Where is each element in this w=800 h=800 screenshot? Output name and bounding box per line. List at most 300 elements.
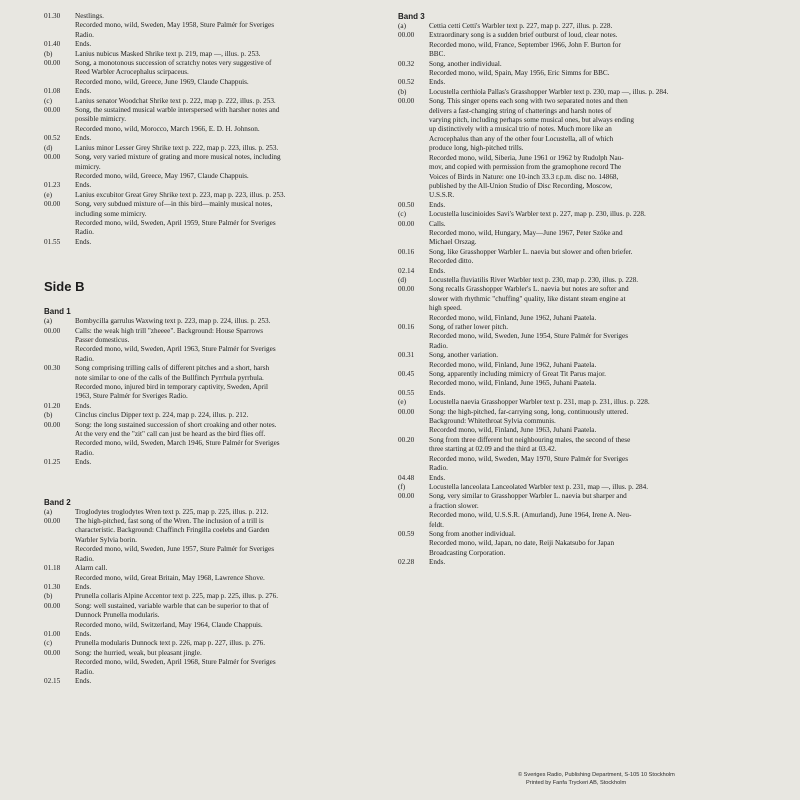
track-text: Song, very varied mixture of grating and more musical notes, including: [75, 153, 281, 162]
track-text: mimicry.: [75, 162, 101, 171]
side-a-continuation: [44, 12, 400, 247]
track-text: Lanius nubicus Masked Shrike text p. 219, map —, illus. p. 253.: [75, 49, 261, 58]
track-line: [398, 398, 764, 407]
track-text: slower with rhythmic "chuffing" quality, like distant steam engine at: [429, 294, 626, 303]
track-text: Ends.: [75, 676, 92, 685]
track-line: [44, 677, 400, 686]
track-line: [398, 492, 764, 501]
track-text: BBC.: [429, 50, 446, 59]
track-line: [398, 558, 764, 567]
track-text: Prunella modularis Dunnock text p. 226, map p. 227, illus. p. 276.: [75, 639, 266, 648]
track-line: [398, 361, 764, 370]
track-line: [44, 181, 400, 190]
track-line: [44, 31, 400, 40]
track-line: [44, 191, 400, 200]
track-line: [398, 41, 764, 50]
timestamp-label: (b): [44, 49, 53, 58]
timestamp-label: [398, 107, 429, 116]
timestamp-label: [44, 383, 75, 392]
track-text: Bombycilla garrulus Waxwing text p. 223, map p. 224, illus. p. 253.: [75, 317, 271, 326]
timestamp-label: (b): [44, 592, 53, 601]
timestamp-label: [44, 545, 75, 554]
track-line: [44, 336, 400, 345]
track-text: characteristic. Background: Chaffinch Fringilla coelebs and Garden: [75, 526, 270, 535]
track-line: [44, 639, 400, 648]
track-text: Recorded mono, wild, Sweden, March 1946, Sture Palmér for Sveriges: [75, 439, 280, 448]
track-text: Locustella naevia Grasshopper Warbler text p. 231, map p. 231, illus. p. 228.: [429, 398, 650, 407]
timestamp-label: 00.16: [398, 323, 415, 331]
timestamp-label: [398, 173, 429, 182]
track-line: [398, 539, 764, 548]
timestamp-label: 00.00: [398, 31, 415, 40]
timestamp-label: [398, 445, 429, 454]
track-text: Recorded mono, wild, Great Britain, May 1968, Lawrence Shove.: [75, 573, 265, 582]
track-text: Radio.: [429, 341, 448, 350]
track-line: [398, 332, 764, 341]
timestamp-label: [398, 182, 429, 191]
timestamp-label: [398, 304, 429, 313]
timestamp-label: [398, 361, 429, 370]
timestamp-label: 01.23: [44, 181, 61, 190]
timestamp-label: [398, 342, 429, 351]
track-text: Dunnock Prunella modularis.: [75, 611, 160, 620]
side-b-heading: Side B: [44, 279, 85, 295]
timestamp-label: 00.00: [44, 106, 61, 115]
timestamp-label: [44, 536, 75, 545]
track-text: Recorded mono, wild, Spain, May 1956, Eric Simms for BBC.: [429, 69, 610, 78]
track-text: Song recalls Grasshopper Warbler's L. naevia but notes are softer and: [429, 285, 629, 294]
timestamp-label: [44, 355, 75, 364]
timestamp-label: [398, 295, 429, 304]
track-text: three starting at 02.09 and the third at 03.42.: [429, 445, 557, 454]
timestamp-label: [44, 526, 75, 535]
timestamp-label: 02.14: [398, 266, 415, 275]
track-line: [44, 536, 400, 545]
track-text: Cinclus cinclus Dipper text p. 224, map p. 224, illus. p. 212.: [75, 411, 249, 420]
track-text: possible mimicry.: [75, 115, 127, 124]
track-line: [398, 107, 764, 116]
timestamp-label: [44, 345, 75, 354]
track-text: Song, apparently including mimicry of Great Tit Parus major.: [429, 370, 606, 379]
track-text: Radio.: [75, 554, 94, 563]
track-text: Song. This singer opens each song with two separated notes and then: [429, 97, 628, 106]
track-text: Ends.: [429, 78, 446, 87]
track-line: [398, 285, 764, 294]
track-text: Recorded mono, wild, France, September 1966, John F. Burton for: [429, 40, 621, 49]
timestamp-label: (d): [398, 275, 407, 284]
track-line: [398, 276, 764, 285]
track-line: [44, 200, 400, 209]
track-text: Ends.: [75, 582, 92, 591]
track-text: Song, the sustained musical warble interspersed with harsher notes and: [75, 106, 280, 115]
timestamp-label: (a): [44, 507, 52, 516]
timestamp-label: [44, 430, 75, 439]
band-3-heading: Band 3: [398, 12, 425, 21]
track-text: Radio.: [75, 354, 94, 363]
track-text: feldt.: [429, 520, 444, 529]
timestamp-label: 02.28: [398, 558, 415, 567]
track-line: [44, 134, 400, 143]
track-line: [44, 153, 400, 162]
timestamp-label: 00.16: [398, 247, 415, 256]
timestamp-label: 01.08: [44, 87, 61, 96]
track-text: Locustella certhiola Pallas's Grasshopper Warbler text p. 230, map —, illus. p. 284.: [429, 87, 669, 96]
track-line: [44, 392, 400, 401]
track-text: 1963, Sture Palmér for Sveriges Radio.: [75, 392, 188, 401]
timestamp-label: [44, 125, 75, 134]
track-text: Alarm call.: [75, 564, 108, 573]
timestamp-label: 00.52: [398, 78, 415, 87]
track-line: [398, 97, 764, 106]
timestamp-label: [44, 621, 75, 630]
timestamp-label: (a): [398, 22, 406, 30]
track-line: [44, 374, 400, 383]
timestamp-label: (b): [44, 411, 53, 420]
track-text: Ends.: [75, 181, 92, 190]
track-line: [44, 649, 400, 658]
timestamp-label: (e): [398, 398, 406, 407]
track-line: [398, 60, 764, 69]
track-text: Song from three different but neighbouring males, the second of these: [429, 435, 631, 444]
track-text: Recorded mono, wild, Morocco, March 1966, E. D. H. Johnson.: [75, 124, 260, 133]
timestamp-label: 00.00: [44, 648, 61, 657]
track-line: [44, 658, 400, 667]
track-text: Lanius excubitor Great Grey Shrike text p. 223, map p. 223, illus. p. 253.: [75, 190, 286, 199]
track-line: [398, 238, 764, 247]
track-text: Ends.: [75, 458, 92, 467]
timestamp-label: [398, 539, 429, 548]
track-text: Ends.: [75, 237, 92, 246]
track-line: [44, 574, 400, 583]
track-text: Lanius senator Woodchat Shrike text p. 222, map p. 222, illus. p. 253.: [75, 96, 276, 105]
timestamp-label: 02.15: [44, 676, 61, 685]
track-line: [44, 421, 400, 430]
band-2-entries: [44, 508, 400, 687]
timestamp-label: [398, 116, 429, 125]
track-line: [398, 191, 764, 200]
timestamp-label: [44, 21, 75, 30]
timestamp-label: 00.00: [44, 326, 61, 335]
timestamp-label: 00.00: [44, 59, 61, 68]
publisher-footer: [518, 771, 675, 787]
track-line: [398, 314, 764, 323]
timestamp-label: (c): [398, 210, 406, 219]
track-text: Voices of Birds in Nature: one 10-inch 33.3 r.p.m. disc no. 14868,: [429, 172, 619, 181]
band-3-entries: [398, 22, 764, 568]
timestamp-label: 00.00: [44, 601, 61, 610]
track-text: Warbler Sylvia borin.: [75, 535, 137, 544]
track-line: [398, 455, 764, 464]
band-2-heading: Band 2: [44, 497, 71, 507]
track-line: [44, 12, 400, 21]
track-line: [398, 530, 764, 539]
track-line: [398, 351, 764, 360]
timestamp-label: 01.25: [44, 458, 61, 467]
track-line: [44, 97, 400, 106]
timestamp-label: [398, 455, 429, 464]
track-line: [44, 125, 400, 134]
left-column: [44, 12, 400, 686]
timestamp-label: [44, 611, 75, 620]
track-line: [44, 106, 400, 115]
timestamp-label: (c): [44, 96, 52, 105]
track-line: [398, 445, 764, 454]
timestamp-label: [398, 154, 429, 163]
track-line: [44, 545, 400, 554]
timestamp-label: [398, 229, 429, 238]
timestamp-label: [44, 658, 75, 667]
track-line: [44, 317, 400, 326]
track-line: [44, 517, 400, 526]
track-text: a fraction slower.: [429, 501, 479, 510]
copyright-line: © Sveriges Radio, Publishing Department, S-105 10 Stockholm: [518, 772, 675, 778]
track-text: high speed.: [429, 304, 462, 313]
track-line: [44, 172, 400, 181]
track-text: Radio.: [75, 448, 94, 457]
timestamp-label: 01.40: [44, 40, 61, 49]
track-text: Recorded mono, wild, Sweden, June 1954, Sture Palmér for Sveriges: [429, 332, 629, 341]
timestamp-label: [398, 549, 429, 558]
track-text: Recorded mono, wild, U.S.S.R. (Amurland), June 1964, Irene A. Neu-: [429, 511, 632, 520]
track-line: [44, 59, 400, 68]
track-line: [44, 611, 400, 620]
track-text: published by the All-Union Studio of Disc Recording, Moscow,: [429, 181, 613, 190]
timestamp-label: 00.00: [44, 153, 61, 162]
track-text: Ends.: [429, 558, 446, 567]
track-text: Song, another individual.: [429, 59, 502, 68]
timestamp-label: [398, 41, 429, 50]
timestamp-label: [44, 78, 75, 87]
track-text: Ends.: [429, 473, 446, 482]
track-text: Recorded mono, wild, Hungary, May—June 1967, Peter Szöke and: [429, 228, 623, 237]
track-line: [44, 621, 400, 630]
track-text: At the very end the "zit" call can just be heard as the bird flies off.: [75, 430, 266, 439]
timestamp-label: [44, 210, 75, 219]
timestamp-label: [44, 439, 75, 448]
timestamp-label: 01.30: [44, 582, 61, 591]
track-text: Locustella lanceolata Lanceolated Warbler text p. 231, map —, illus. p. 284.: [429, 482, 649, 491]
timestamp-label: [398, 426, 429, 435]
track-line: [44, 602, 400, 611]
track-line: [44, 238, 400, 247]
track-text: Calls: the weak high trill "zheeee". Background: House Sparrows: [75, 326, 264, 335]
track-text: including some mimicry.: [75, 209, 147, 218]
track-text: Ends.: [75, 401, 92, 410]
track-line: [398, 474, 764, 483]
track-line: [398, 22, 764, 31]
track-text: Recorded mono, wild, Sweden, May 1970, Sture Palmér for Sveriges: [429, 454, 629, 463]
track-text: Song, very similar to Grasshopper Warbler L. naevia but sharper and: [429, 492, 627, 501]
printer-line: Printed by Fanfa Tryckeri AB, Stockholm: [526, 780, 627, 786]
track-line: [398, 154, 764, 163]
track-line: [398, 229, 764, 238]
track-line: [398, 408, 764, 417]
track-line: [44, 115, 400, 124]
track-line: [44, 345, 400, 354]
track-text: Background: Whitethroat Sylvia communis.: [429, 417, 556, 426]
track-line: [44, 526, 400, 535]
track-text: Nestlings.: [75, 12, 104, 20]
timestamp-label: (e): [44, 190, 52, 199]
track-line: [398, 267, 764, 276]
timestamp-label: 00.00: [44, 420, 61, 429]
track-text: Recorded mono, wild, Sweden, June 1957, Sture Palmér for Sveriges: [75, 545, 275, 554]
track-text: Ends.: [75, 629, 92, 638]
track-text: Recorded mono, wild, Sweden, April 1968, Sture Palmér for Sveriges: [75, 658, 276, 667]
track-line: [44, 355, 400, 364]
track-line: [44, 78, 400, 87]
track-text: Recorded ditto.: [429, 257, 474, 266]
timestamp-label: 00.00: [398, 219, 415, 228]
track-text: Lanius minor Lesser Grey Shrike text p. 222, map p. 223, illus. p. 253.: [75, 143, 279, 152]
track-text: Calls.: [429, 219, 446, 228]
track-line: [398, 389, 764, 398]
track-line: [398, 31, 764, 40]
timestamp-label: [44, 336, 75, 345]
timestamp-label: 00.45: [398, 370, 415, 379]
timestamp-label: [398, 502, 429, 511]
timestamp-label: 00.32: [398, 59, 415, 68]
track-line: [44, 219, 400, 228]
track-line: [398, 521, 764, 530]
track-line: [398, 220, 764, 229]
track-text: Song from another individual.: [429, 529, 516, 538]
timestamp-label: [44, 115, 75, 124]
track-line: [398, 549, 764, 558]
track-text: Recorded mono, wild, Greece, June 1969, Claude Chappuis.: [75, 77, 249, 86]
timestamp-label: 00.50: [398, 200, 415, 209]
track-text: Prunella collaris Alpine Accentor text p. 225, map p. 225, illus. p. 276.: [75, 592, 279, 601]
track-text: Radio.: [75, 667, 94, 676]
right-column: [398, 12, 764, 568]
track-text: Song: the high-pitched, far-carrying song, long, continuously uttered.: [429, 407, 629, 416]
timestamp-label: [398, 257, 429, 266]
track-line: [398, 201, 764, 210]
timestamp-label: 00.20: [398, 435, 415, 444]
timestamp-label: 00.55: [398, 388, 415, 397]
track-line: [398, 88, 764, 97]
track-text: Troglodytes troglodytes Wren text p. 225, map p. 225, illus. p. 212.: [75, 507, 269, 516]
track-line: [398, 173, 764, 182]
track-line: [44, 583, 400, 592]
track-line: [44, 508, 400, 517]
timestamp-label: 00.00: [398, 97, 415, 106]
track-line: [398, 116, 764, 125]
timestamp-label: [44, 219, 75, 228]
timestamp-label: [44, 392, 75, 401]
track-text: Recorded mono, wild, Sweden, April 1959, Sture Palmér for Sveriges: [75, 218, 276, 227]
track-text: Radio.: [75, 228, 94, 237]
track-text: Recorded mono, wild, Finland, June 1963, Juhani Paatela.: [429, 426, 597, 435]
timestamp-label: [398, 144, 429, 153]
track-line: [398, 426, 764, 435]
timestamp-label: [398, 125, 429, 134]
track-line: [44, 144, 400, 153]
timestamp-label: (a): [44, 317, 52, 326]
timestamp-label: (f): [398, 482, 406, 491]
track-line: [44, 668, 400, 677]
track-text: Recorded mono, wild, Finland, June 1962, Juhani Paatela.: [429, 313, 597, 322]
timestamp-label: [44, 228, 75, 237]
track-line: [398, 370, 764, 379]
timestamp-label: [398, 332, 429, 341]
timestamp-label: [398, 314, 429, 323]
timestamp-label: [44, 555, 75, 564]
track-text: Song, of rather lower pitch.: [429, 323, 509, 331]
track-text: mov, and copied with permission from the gramophone record The: [429, 163, 622, 172]
track-text: Song comprising trilling calls of different pitches and a short, harsh: [75, 364, 270, 373]
track-text: Acrocephalus than any of the other four Locustella, all of which: [429, 134, 614, 143]
timestamp-label: 01.55: [44, 237, 61, 246]
track-text: Passer domesticus.: [75, 335, 130, 344]
track-line: [44, 210, 400, 219]
track-line: [44, 564, 400, 573]
track-line: [44, 411, 400, 420]
timestamp-label: (b): [398, 87, 407, 96]
track-text: Recorded mono, wild, Siberia, June 1961 or 1962 by Rudolph Nau-: [429, 153, 624, 162]
timestamp-label: [44, 163, 75, 172]
timestamp-label: 00.00: [44, 200, 61, 209]
timestamp-label: [398, 238, 429, 247]
track-text: Song: the hurried, weak, but pleasant jingle.: [75, 648, 202, 657]
timestamp-label: [44, 668, 75, 677]
timestamp-label: 01.00: [44, 629, 61, 638]
track-line: [398, 464, 764, 473]
timestamp-label: [398, 135, 429, 144]
track-text: Recorded mono, wild, Finland, June 1965, Juhani Paatela.: [429, 379, 597, 388]
track-text: Recorded mono, wild, Finland, June 1962, Juhani Paatela.: [429, 360, 597, 369]
track-text: Recorded mono, injured bird in temporary captivity, Sweden, April: [75, 383, 268, 391]
track-text: Extraordinary song is a sudden brief outburst of loud, clear notes.: [429, 31, 618, 40]
timestamp-label: [44, 31, 75, 40]
track-text: Reed Warbler Acrocephalus scirpaceus.: [75, 68, 189, 77]
track-line: [44, 555, 400, 564]
track-line: [398, 417, 764, 426]
track-line: [44, 40, 400, 49]
timestamp-label: [398, 50, 429, 59]
track-line: [44, 327, 400, 336]
track-line: [398, 323, 764, 332]
track-line: [398, 436, 764, 445]
track-line: [398, 125, 764, 134]
timestamp-label: [398, 464, 429, 473]
track-line: [398, 502, 764, 511]
track-text: Recorded mono, wild, Greece, May 1967, Claude Chappuis.: [75, 171, 249, 180]
track-text: Ends.: [75, 134, 92, 143]
timestamp-label: [44, 374, 75, 383]
track-text: Cettia cetti Cetti's Warbler text p. 227, map p. 227, illus. p. 228.: [429, 22, 613, 30]
track-line: [398, 78, 764, 87]
track-text: up distinctively with a musical trio of notes. Much more like an: [429, 125, 612, 134]
track-line: [44, 383, 400, 392]
track-text: Recorded mono, wild, Japan, no date, Reiji Nakatsubo for Japan: [429, 539, 615, 548]
track-line: [398, 379, 764, 388]
track-text: Locustella fluviatilis River Warbler text p. 230, map p. 230, illus. p. 228.: [429, 275, 639, 284]
timestamp-label: 04.48: [398, 473, 415, 482]
timestamp-label: 00.00: [398, 407, 415, 416]
track-line: [44, 21, 400, 30]
track-text: The high-pitched, fast song of the Wren. The inclusion of a trill is: [75, 517, 264, 526]
track-text: Recorded mono, wild, Switzerland, May 1964, Claude Chappuis.: [75, 620, 263, 629]
timestamp-label: [398, 521, 429, 530]
track-line: [398, 50, 764, 59]
track-line: [44, 449, 400, 458]
track-line: [398, 144, 764, 153]
band-1-heading: Band 1: [44, 307, 71, 317]
timestamp-label: 01.30: [44, 12, 61, 20]
timestamp-label: [44, 449, 75, 458]
track-line: [44, 439, 400, 448]
